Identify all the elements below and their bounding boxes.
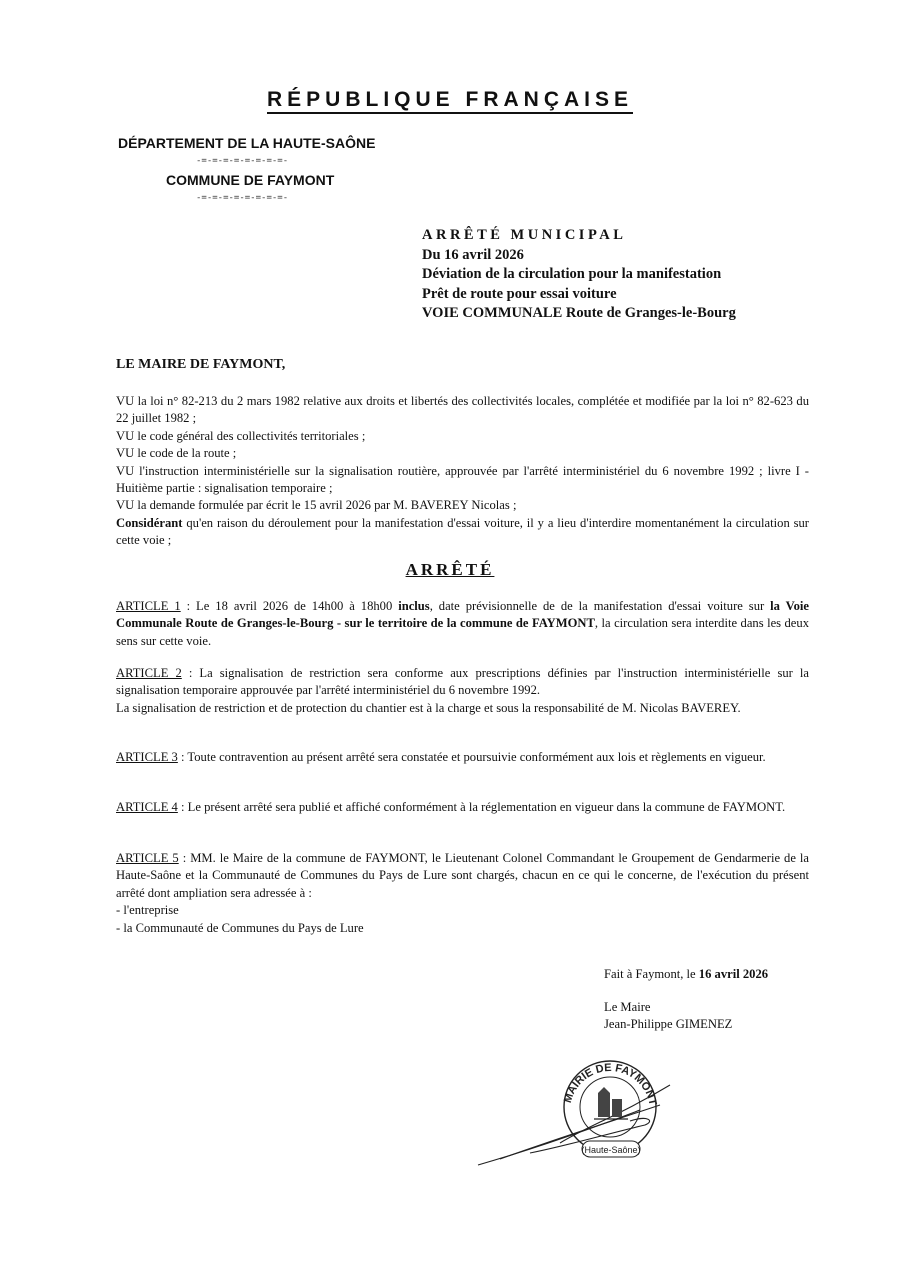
decree-type: ARRÊTÉ MUNICIPAL [422, 227, 627, 243]
mayor-heading: LE MAIRE DE FAYMONT, [116, 357, 286, 372]
list-item: - l'entreprise [116, 903, 179, 918]
article-3: ARTICLE 3 : Toute contravention au présent arrêté sera constatée et poursuivie conformément aux lois et règlements en vigueur. [116, 750, 766, 764]
stamp-bottom-label [581, 1141, 640, 1157]
separator-line: -=-=-=-=-=-=-=-=- [196, 156, 289, 166]
article-2: ARTICLE 2 : La signalisation de restriction sera conforme aux prescriptions définies par l'instruction interministérielle sur la signalisation temporaire approuvée par l'arrêté interministériel du 6 novembre 1992. La signalisation de restriction et de protection du chantier est à la charge et sous la responsabilité de M. Nicolas BAVEREY. [116, 666, 809, 715]
signature-name: Jean-Philippe GIMENEZ [604, 1017, 733, 1031]
article-5: ARTICLE 5 : MM. le Maire de la commune de FAYMONT, le Lieutenant Colonel Commandant le Groupement de Gendarmerie de la Haute-Saône et la Communauté de Communes du Pays de Lure sont chargés, chacun en ce qui le concerne, de l'exécution du présent arrêté dont ampliation sera adressée à : - l'entreprise - la Communauté de Communes du Pays de Lure [116, 850, 809, 937]
article-label: ARTICLE 1 [116, 599, 181, 613]
list-item: - la Communauté de Communes du Pays de Lure [116, 920, 364, 935]
considerations [116, 393, 809, 550]
republic-title: RÉPUBLIQUE FRANÇAISE [0, 88, 900, 112]
signature-place: Fait à Faymont, le 16 avril 2026 [604, 967, 769, 981]
article-4: ARTICLE 4 : Le présent arrêté sera publié et affiché conformément à la réglementation en vigueur dans la commune de FAYMONT. [116, 800, 786, 814]
decree-subject: Prêt de route pour essai voiture [422, 285, 617, 302]
consideration-item: VU la demande formulée par écrit le 15 avril 2026 par M. BAVEREY Nicolas ; [116, 498, 517, 513]
arrete-title: ARRÊTÉ [405, 560, 495, 579]
article-label: ARTICLE 3 [116, 750, 178, 764]
department-name: DÉPARTEMENT DE LA HAUTE-SAÔNE [118, 135, 376, 151]
considerant-item: Considérant qu'en raison du déroulement pour la manifestation d'essai voiture, il y a lieu d'interdire momentanément la circulation sur cette voie ; [116, 515, 809, 548]
decree-heading [422, 226, 736, 324]
consideration-item: VU la loi n° 82-213 du 2 mars 1982 relative aux droits et libertés des collectivités locales, complétée et modifiée par la loi n° 82-623 du 22 juillet 1982 ; [116, 394, 809, 426]
stamp-inner-text: (Haute-Saône) [581, 1145, 641, 1155]
article-label: ARTICLE 2 [116, 666, 182, 680]
stamp-and-signature [470, 1055, 690, 1175]
consideration-item: VU le code de la route ; [116, 446, 237, 461]
decree-date: Du 16 avril 2026 [422, 246, 524, 263]
article-label: ARTICLE 4 [116, 800, 178, 814]
signature-role: Le Maire [604, 1000, 651, 1014]
decree-subject: VOIE COMMUNALE Route de Granges-le-Bourg [422, 305, 736, 321]
consideration-item: VU l'instruction interministérielle sur la signalisation routière, approuvée par l'arrêté interministériel du 6 novembre 1992 ; livre I - Huitième partie : signalisation temporaire ; [116, 463, 809, 496]
article-label: ARTICLE 5 [116, 851, 179, 865]
stamp-outer-text: MAIRIE DE FAYMONT [561, 1061, 659, 1107]
commune-name: COMMUNE DE FAYMONT [166, 172, 335, 188]
consideration-item: VU le code général des collectivités territoriales ; [116, 428, 366, 443]
article-1: ARTICLE 1 : Le 18 avril 2026 de 14h00 à 18h00 inclus, date prévisionnelle de de la manifestation d'essai voiture sur la Voie Communale Route de Granges-le-Bourg - sur le territoire de la commune de FAYMONT, la circulation sera interdite dans les deux sens sur cette voie. [116, 599, 809, 648]
separator-line: -=-=-=-=-=-=-=-=- [196, 193, 289, 203]
decree-subject: Déviation de la circulation pour la manifestation [422, 266, 722, 282]
